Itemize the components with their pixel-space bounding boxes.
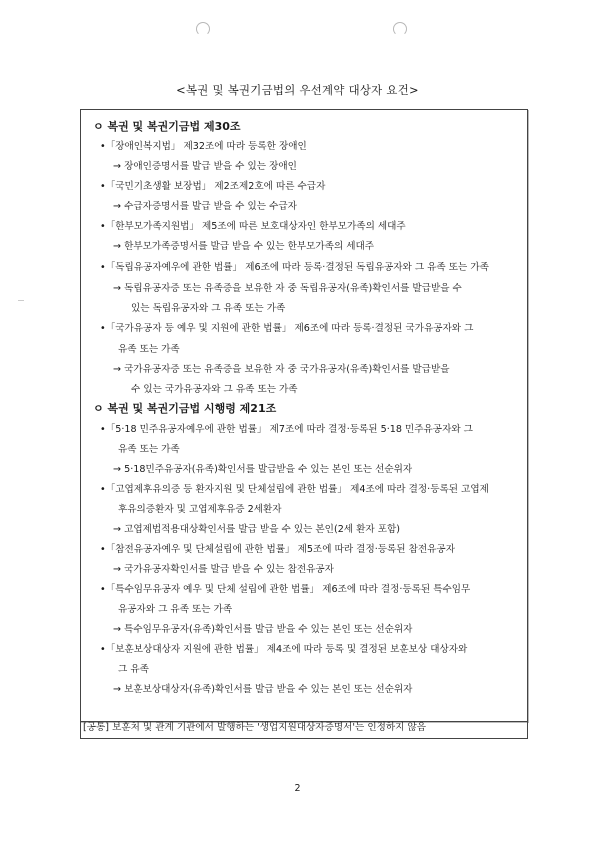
requirement-line: → 수급자증명서를 발급 받을 수 있는 수급자 [113,201,297,212]
requirement-line: → 특수임무유공자(유족)확인서를 발급 받을 수 있는 본인 또는 선순위자 [113,624,413,635]
requirement-line: •「5·18 민주유공자예우에 관한 법률」 제7조에 따라 결정·등록된 5·18 민주유공자와 그 [100,424,473,435]
requirement-line: → 독립유공자증 또는 유족증을 보유한 자 중 독립유공자(유족)확인서를 발급받을 수 [113,283,462,294]
requirement-line: → 5·18민주유공자(유족)확인서를 발급받을 수 있는 본인 또는 선순위자 [113,464,413,475]
requirement-line: 유족 또는 가족 [118,444,180,455]
requirement-line: → 국가유공자확인서를 발급 받을 수 있는 참전유공자 [113,564,334,575]
page-number: 2 [294,783,301,794]
requirement-line: → 보훈보상대상자(유족)확인서를 발급 받을 수 있는 본인 또는 선순위자 [113,684,413,695]
requirement-line: 후유의증환자 및 고엽제후유증 2세환자 [118,504,282,515]
section-header: ㅇ 복권 및 복권기금법 제30조 [93,120,241,133]
requirement-line: 유공자와 그 유족 또는 가족 [118,604,233,615]
section-header: ㅇ 복권 및 복권기금법 시행령 제21조 [93,402,277,415]
binder-hole-right [393,22,407,36]
requirement-line: 있는 독립유공자와 그 유족 또는 가족 [131,303,286,314]
requirement-line: •「장애인복지법」 제32조에 따라 등록한 장애인 [100,141,307,152]
margin-mark [18,300,24,301]
requirement-line: •「국민기초생활 보장법」 제2조제2호에 따른 수급자 [100,181,326,192]
requirement-line: •「참전유공자예우 및 단체설립에 관한 법률」 제5조에 따라 결정·등록된 참전유공자 [100,544,455,555]
common-note-text: [공통] 보훈처 및 관계 기관에서 발행하는 '생업지원대상자증명서'는 인정하지 않음 [83,722,426,733]
binder-hole-left [196,22,210,36]
requirement-line: 유족 또는 가족 [118,344,180,355]
requirement-line: → 장애인증명서를 발급 받을 수 있는 장애인 [113,161,297,172]
requirement-line: 그 유족 [118,664,149,675]
requirement-line: → 고엽제법적용대상확인서를 발급 받을 수 있는 본인(2세 환자 포함) [113,524,400,535]
requirement-line: •「보훈보상대상자 지원에 관한 법률」 제4조에 따라 등록 및 결정된 보훈보상 대상자와 [100,644,468,655]
requirement-line: → 한부모가족증명서를 발급 받을 수 있는 한부모가족의 세대주 [113,241,375,252]
requirement-line: •「국가유공자 등 예우 및 지원에 관한 법률」 제6조에 따라 등록·결정된 국가유공자와 그 [100,323,474,334]
requirement-line: •「한부모가족지원법」 제5조에 따른 보호대상자인 한부모가족의 세대주 [100,221,406,232]
common-note [80,718,528,739]
requirement-line: •「독립유공자예우에 관한 법률」 제6조에 따라 등록·결정된 독립유공자와 그 유족 또는 가족 [100,262,489,273]
page-title: <복권 및 복권기금법의 우선계약 대상자 요건> [176,83,419,97]
requirement-line: •「특수임무유공자 예우 및 단체 설립에 관한 법률」 제6조에 따라 결정·등록된 특수임무 [100,584,471,595]
requirement-line: 수 있는 국가유공자와 그 유족 또는 가족 [131,384,298,395]
requirement-line: •「고엽제후유의증 등 환자지원 및 단체설립에 관한 법률」 제4조에 따라 결정·등록된 고엽제 [100,484,489,495]
requirement-line: → 국가유공자증 또는 유족증을 보유한 자 중 국가유공자(유족)확인서를 발급받을 [113,364,450,375]
